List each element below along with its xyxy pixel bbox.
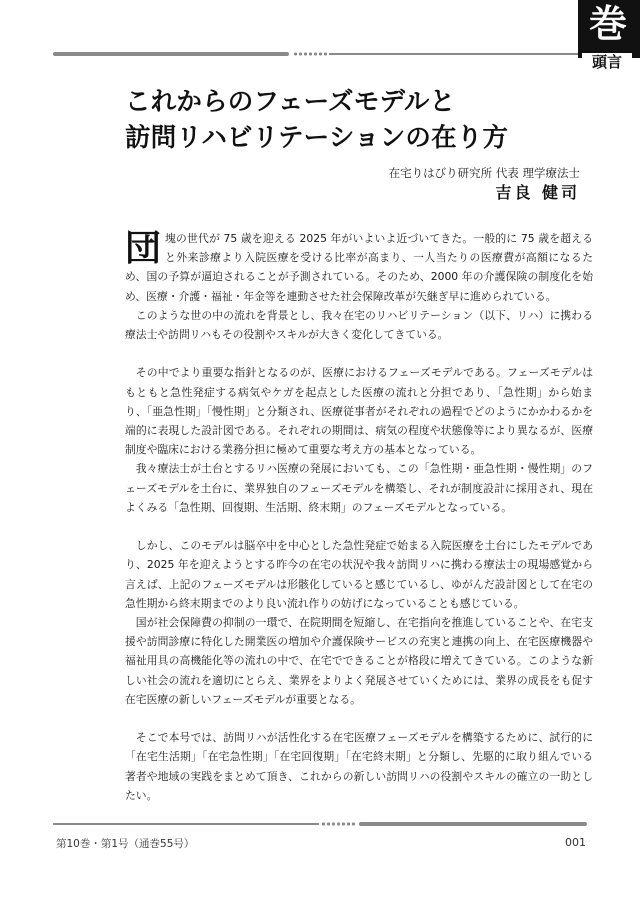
top-rule-dots bbox=[293, 52, 327, 56]
paragraph-4: 我々療法士が土台とするリハ医療の発展においても、この「急性期・亜急性期・慢性期」のフェーズモデルを土台に、業界独自のフェーズモデルを構築し、それが制度設計に採用され、現在よくみる「急性期、回復期、生活期、終末期」のフェーズモデルとなっている。 bbox=[125, 462, 593, 514]
paragraph-1 bbox=[125, 229, 593, 306]
paragraph-gap bbox=[125, 517, 593, 536]
title-line-2: 訪問リハビリテーションの在り方 bbox=[125, 123, 509, 153]
author-name: 吉良 健司 bbox=[495, 183, 580, 202]
paragraph-1-text: 塊の世代が 75 歳を迎える 2025 年がいよいよ近づいてきた。一般的に 75 歳を超えると外来診療より入院医療を受ける比率が高まり、一人当たりの医療費が高額になるため、国の予算が逼迫されることが予測されている。そのため、2000 年の介護保険の制度化を始め、医療・介護・福祉・年金等を連動させた社会保障改革が矢継ぎ早に進められている。 bbox=[125, 232, 593, 303]
paragraph-2: このような世の中の流れを背景とし、我々在宅のリハビリテーション（以下、リハ）に携わる療法士や訪問リハもその役割やスキルが大きく変化してきている。 bbox=[125, 308, 593, 342]
article-body bbox=[125, 229, 593, 805]
bottom-rule-line bbox=[53, 823, 319, 825]
section-label: 頭言 bbox=[582, 53, 632, 71]
top-rule-bar bbox=[53, 52, 289, 56]
title-line-1: これからのフェーズモデルと bbox=[125, 87, 456, 117]
paragraph-gap bbox=[125, 709, 593, 728]
author-affiliation: 在宅りはびり研究所 代表 理学療法士 bbox=[388, 166, 580, 180]
corner-glyph: 巻 bbox=[588, 1, 627, 46]
drop-cap: 団 bbox=[125, 227, 162, 269]
bottom-rule-bar bbox=[359, 822, 587, 826]
paragraph-7: そこで本号では、訪問リハが活性化する在宅医療フェーズモデルを構築するために、試行的に「在宅生活期」「在宅急性期」「在宅回復期」「在宅終末期」と分類し、先駆的に取り組んでいる著者や地域の実践をまとめて頂き、これからの新しい訪問リハの役割やスキルの確立の一助としたい。 bbox=[125, 731, 593, 802]
page-number: 001 bbox=[565, 836, 586, 849]
paragraph-6: 国が社会保障費の抑制の一環で、在院期間を短縮し、在宅指向を推進していることや、在宅支援や訪問診療に特化した開業医の増加や介護保険サービスの充実と連携の向上、在宅医療機器や福祉用具の高機能化等の流れの中で、在宅でできることが格段に増えてきている。このような新しい社会の流れを適切にとらえ、業界をよりよく発展させていくためには、業界の成長をも促す在宅医療の新しいフェーズモデルが重要となる。 bbox=[125, 616, 593, 706]
paragraph-gap bbox=[125, 344, 593, 363]
issue-info: 第10巻・第1号（通巻55号） bbox=[56, 838, 195, 850]
paragraph-3: その中でより重要な指針となるのが、医療におけるフェーズモデルである。フェーズモデルはもともと急性発症する病気やケガを起点とした医療の流れと分担であり、「急性期」から始まり、「亜急性期」「慢性期」と分類され、医療従事者がそれぞれの過程でどのようにかかわるかを端的に表現した設計図である。それぞれの期間は、病気の程度や状態像等により異なるが、医療制度や臨床における業務分担に極めて重要な考え方の基本となっている。 bbox=[125, 366, 593, 457]
paragraph-5: しかし、このモデルは脳卒中を中心とした急性発症で始まる入院医療を土台にしたモデルであり、2025 年を迎えようとする昨今の在宅の状況や我々訪問リハに携わる療法士の現場感覚から言えば、上記のフェーズモデルは形骸化していると感じているし、ゆがんだ設計図として在宅の急性期から終末期までのより良い流れ作りの妨げになっていることも感じている。 bbox=[125, 539, 593, 610]
bottom-rule-dots bbox=[321, 822, 355, 826]
article-title bbox=[125, 84, 605, 156]
byline bbox=[389, 165, 580, 204]
